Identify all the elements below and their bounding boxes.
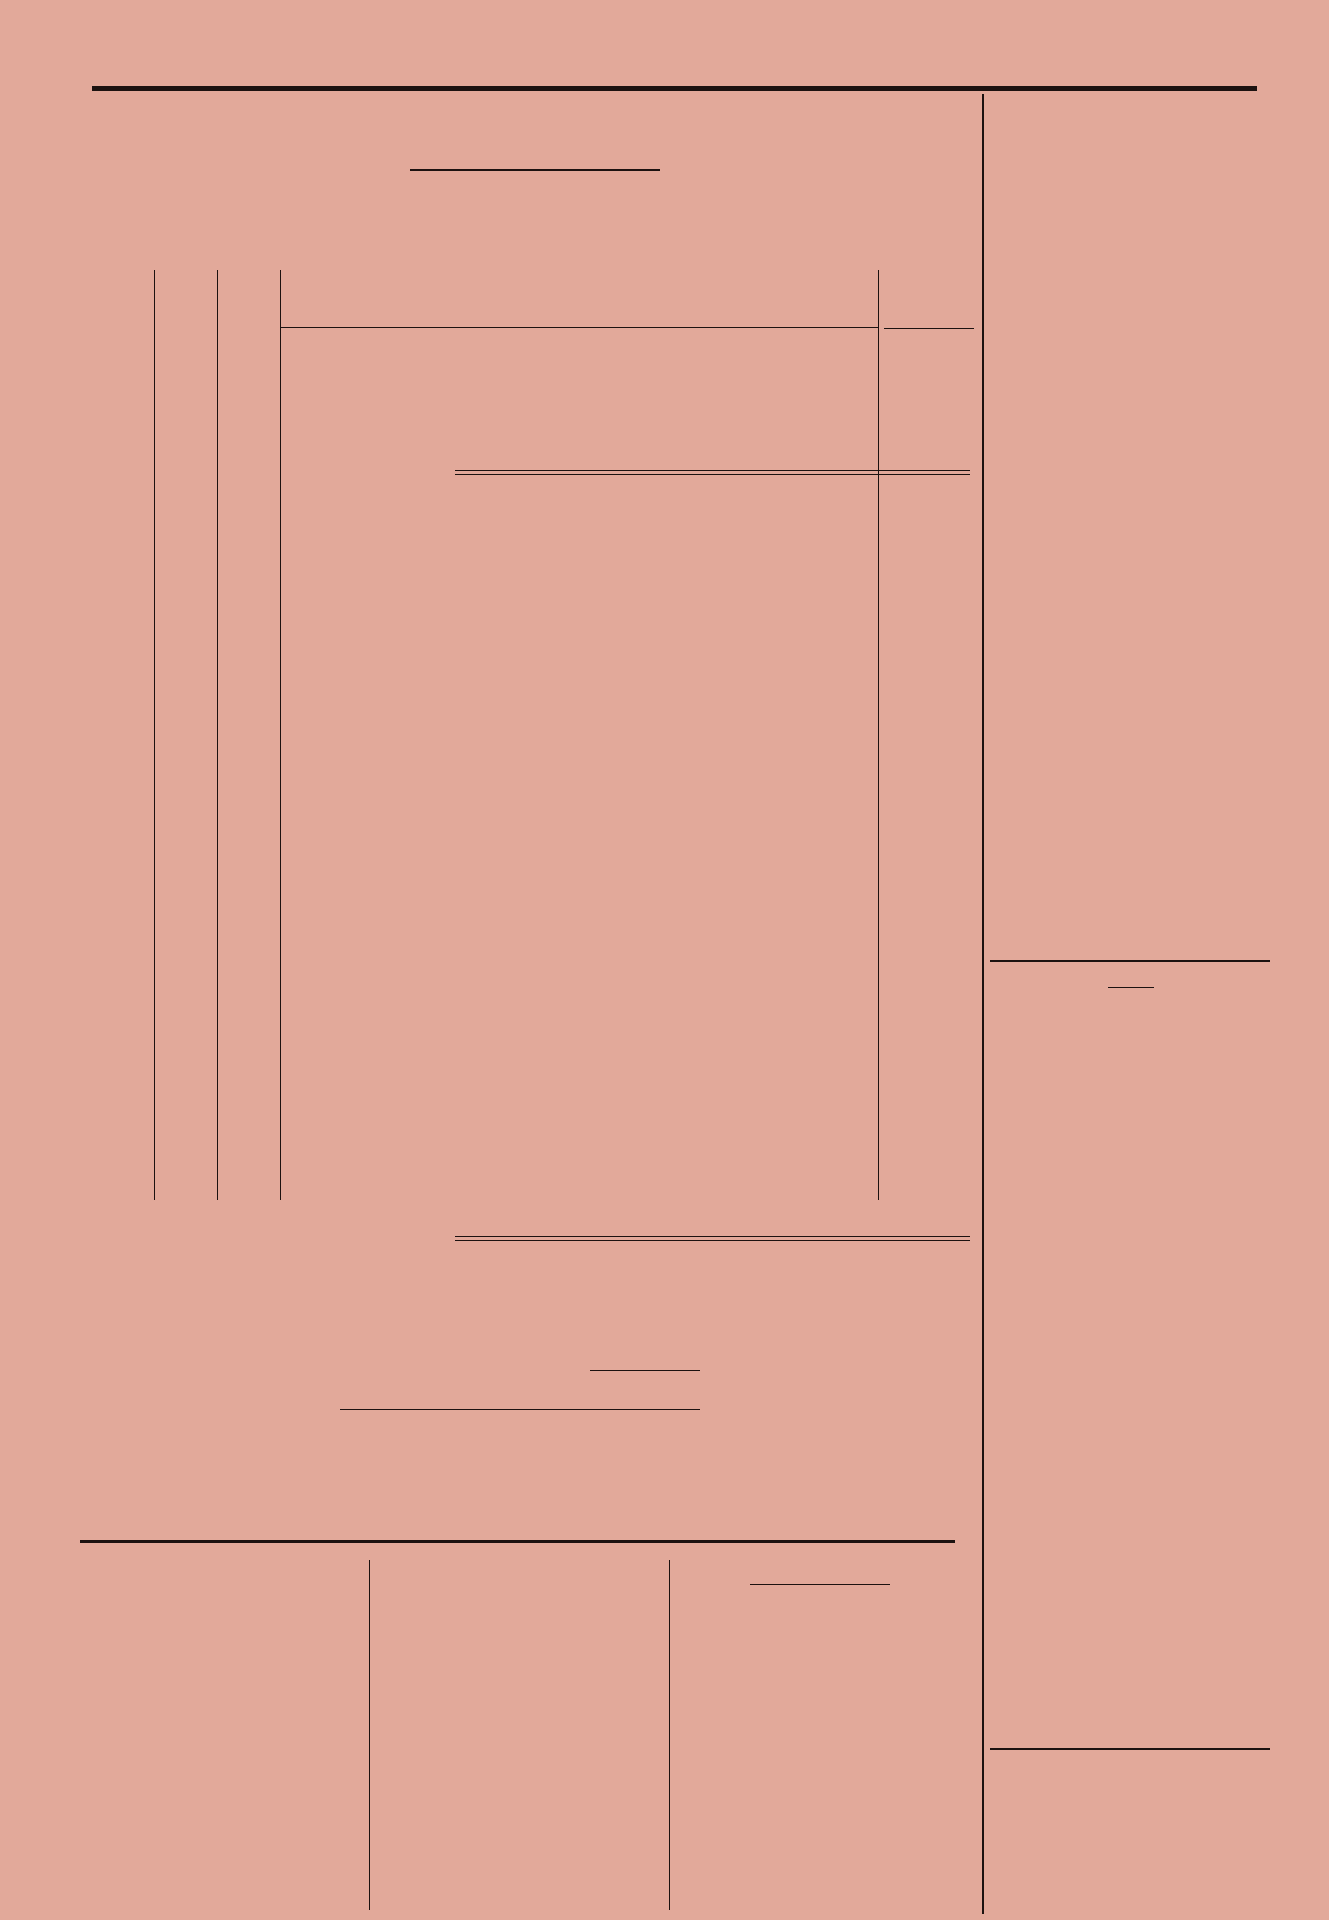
edicto-column — [992, 983, 1270, 1010]
resumen-rule — [590, 1370, 700, 1371]
section-rule — [990, 960, 1270, 962]
table-rule — [455, 470, 970, 471]
column-divider — [369, 1560, 370, 1910]
table-rule — [154, 270, 155, 1200]
header-rule — [92, 86, 1257, 91]
column-divider — [669, 1560, 670, 1910]
table-rule — [217, 270, 218, 1200]
table-rule — [455, 1236, 970, 1237]
table-rule — [878, 270, 879, 1200]
table-rule — [884, 328, 974, 329]
title-ornament — [410, 169, 660, 171]
column-divider — [982, 94, 984, 1914]
section-rule — [990, 1748, 1270, 1750]
title-ornament — [1108, 987, 1154, 988]
table-rule — [280, 270, 281, 1200]
table-rule — [455, 474, 970, 475]
section-rule — [750, 1584, 890, 1585]
juzgados-column-3 — [680, 1562, 960, 1597]
table-rule — [280, 327, 878, 328]
table-rule — [455, 1240, 970, 1241]
juzgados-column-1 — [80, 1562, 360, 1576]
resumen-rule — [340, 1409, 700, 1410]
section-rule — [80, 1540, 955, 1543]
